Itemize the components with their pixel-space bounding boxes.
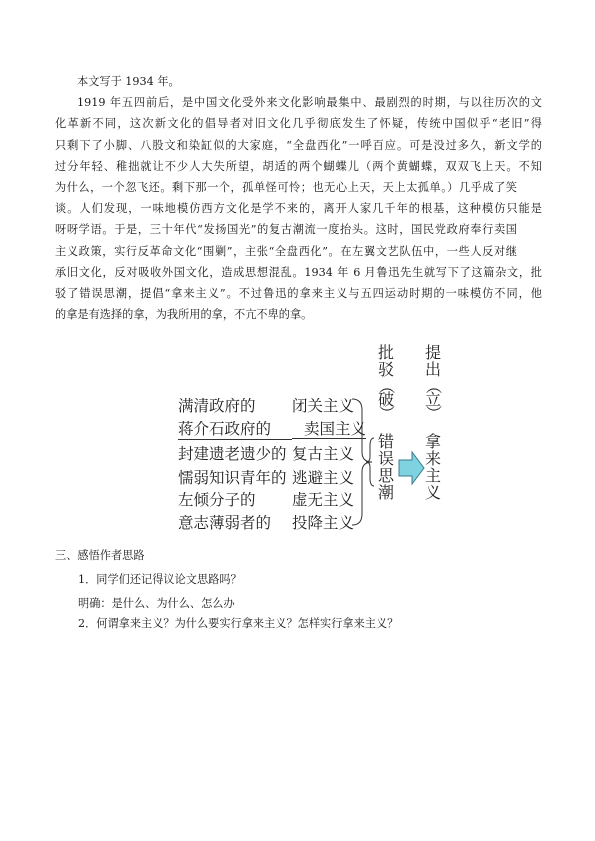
diagram-row-2 xyxy=(178,419,366,440)
diagram-ism: 复古主义 xyxy=(292,445,355,463)
intro-line: 的拿是有选择的拿，为我所用的拿，不亢不卑的拿。 xyxy=(55,308,313,322)
diagram-col-break: （ 破 ） xyxy=(377,377,396,421)
diagram-col-establish: （ 立 ） xyxy=(424,377,443,421)
diagram-col-propose: 提出 xyxy=(424,343,441,379)
intro-line: 本文写于 1934 年。 xyxy=(77,75,180,88)
intro-line: 谈。人们发现，一味地模仿西方文化是学不来的，离开人家几千年的根基，这种模仿只能是 xyxy=(55,202,542,216)
intro-paragraph xyxy=(55,71,542,325)
diagram-subject: 左倾分子的 xyxy=(178,491,256,509)
question-2: 2．何谓拿来主义？为什么要实行拿来主义？怎样实行拿来主义？ xyxy=(78,617,399,630)
arrow-icon xyxy=(399,452,424,484)
right-brace-icon xyxy=(352,399,372,525)
diagram-ism: 卖国主义 xyxy=(292,420,366,439)
small-brace-icon xyxy=(366,438,374,486)
diagram-ism: 虚无主义 xyxy=(292,491,355,509)
diagram-ism: 闭关主义 xyxy=(292,397,355,415)
diagram-subject: 满清政府的 xyxy=(178,397,256,415)
diagram-col-wrong-trend: 错误思潮 xyxy=(377,432,394,502)
question-1: 1．同学们还记得议论文思路吗？ xyxy=(78,573,242,586)
diagram-ism: 逃避主义 xyxy=(292,469,355,487)
intro-line: 为什么，一个忽飞还。剩下那一个，孤单怪可怜；也无心上天，天上太孤单。）几乎成了笑 xyxy=(55,181,517,195)
intro-line: 呀呀学语。于是，三十年代“发扬国光”的复古潮流一度抬头。这时，国民党政府奉行卖国 xyxy=(55,223,517,237)
diagram-row-4 xyxy=(178,468,354,488)
diagram-subject: 封建遗老遗少的 xyxy=(178,445,287,463)
intro-line: 驳了错误思潮，提倡“拿来主义”。不过鲁迅的拿来主义与五四运动时期的一味模仿不同，他 xyxy=(55,287,542,301)
diagram-col-refute: 批驳 xyxy=(377,343,394,379)
intro-line: 化革新不同，这次新文化的倡导者对旧文化几乎彻底发生了怀疑，传统中国似乎“老旧”得 xyxy=(55,117,542,131)
diagram-subject: 意志薄弱者的 xyxy=(178,514,272,532)
intro-line: 主义政策，实行反革命文化“围剿”，主张“全盘西化”。在左翼文艺队伍中，一些人反对继 xyxy=(55,244,517,258)
intro-line: 承旧文化，反对吸收外国文化，造成思想混乱。1934 年 6 月鲁迅先生就写下了这篇杂文，批 xyxy=(55,265,542,279)
intro-line: 1919 年五四前后，是中国文化受外来文化影响最集中、最剧烈的时期，与以往历次的文 xyxy=(77,96,542,110)
diagram-ism: 投降主义 xyxy=(292,514,355,532)
diagram-subject: 懦弱知识青年的 xyxy=(178,469,287,487)
diagram-subject: 蒋介石政府的 xyxy=(178,419,292,440)
answer-1: 明确：是什么、为什么、怎么办 xyxy=(78,597,235,610)
diagram-col-grabbism: 拿来主义 xyxy=(424,432,441,502)
section-title: 三、感悟作者思路 xyxy=(55,549,145,562)
diagram-row-3 xyxy=(178,444,354,464)
intro-line: 过分年轻、稚拙就让不少人大失所望，胡适的两个蝴蝶儿（两个黄蝴蝶，双双飞上天。不知 xyxy=(55,159,542,173)
intro-line: 只剩下了小脚、八股文和染缸似的大家庭，“全盘西化”一呼百应。可是没过多久，新文学的 xyxy=(55,138,542,152)
